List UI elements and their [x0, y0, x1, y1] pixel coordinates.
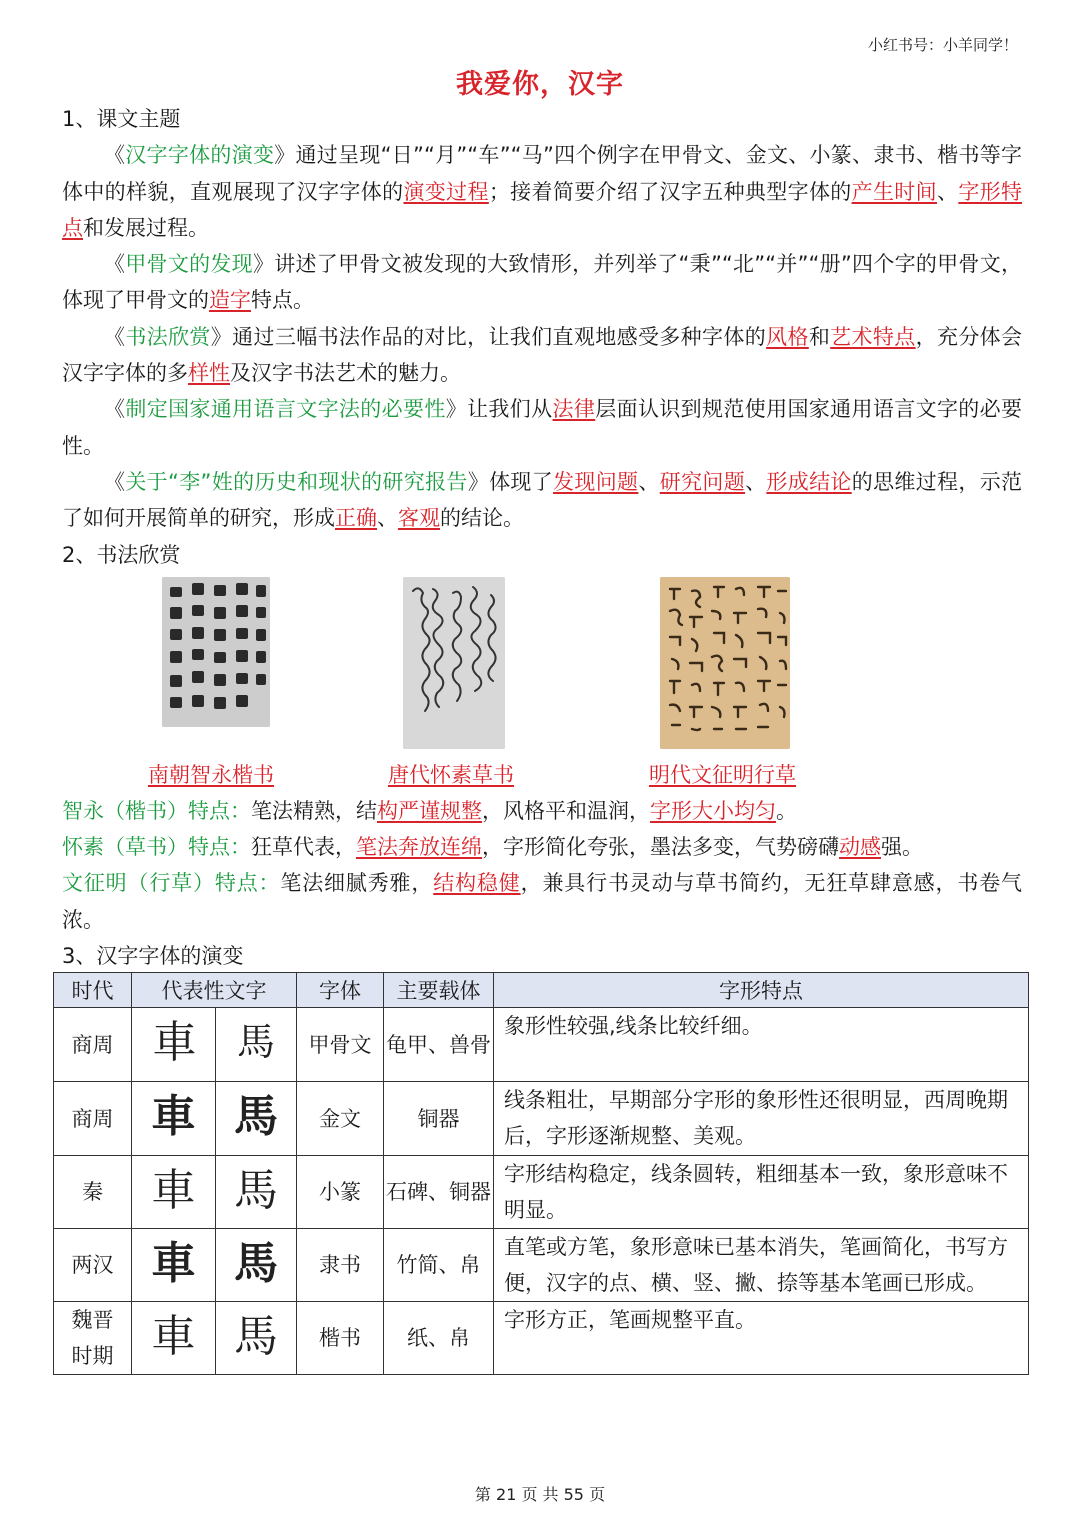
feature-cell: 象形性较强,线条比较纤细。 [494, 1008, 1029, 1082]
keyword: 形成结论 [766, 469, 852, 494]
calligraphy-image-wenzhengming [660, 577, 790, 749]
column-header: 代表性文字 [132, 973, 297, 1008]
section-heading-evolution: 3、汉字字体的演变 [62, 944, 244, 969]
page-number: 第 21 页 共 55 页 [474, 1485, 606, 1504]
era-cell: 两汉 [54, 1229, 132, 1302]
table-row [54, 1008, 1029, 1082]
era-cell: 商周 [54, 1082, 132, 1156]
calligraphy-image-zhiyong [162, 577, 270, 727]
glyph-ma: 馬 [216, 1082, 297, 1156]
glyph-ma: 馬 [216, 1302, 297, 1375]
document-body [62, 101, 1022, 974]
carrier-cell: 铜器 [384, 1082, 494, 1156]
keyword: 研究问题 [659, 469, 746, 494]
caption-huaisu: 唐代怀素草书 [388, 762, 514, 787]
glyph-ma: 馬 [216, 1008, 297, 1082]
carrier-cell: 竹简、帛 [384, 1229, 494, 1302]
paragraph-language-law: 《制定国家通用语言文字法的必要性》让我们从法律层面认识到规范使用国家通用语言文字的必要性。 [62, 397, 1023, 458]
keyword: 字形大小均匀 [650, 798, 776, 823]
keyword: 造字 [209, 288, 251, 313]
keyword: 法律 [552, 397, 596, 422]
script-cell: 金文 [297, 1082, 384, 1156]
script-cell: 楷书 [297, 1302, 384, 1375]
keyword: 构严谨规整 [377, 798, 482, 823]
keyword: 演变过程 [403, 179, 489, 204]
script-cell: 隶书 [297, 1229, 384, 1302]
column-header: 字体 [297, 973, 384, 1008]
paragraph-calligraphy: 《书法欣赏》通过三幅书法作品的对比，让我们直观地感受多种字体的风格和艺术特点，充分体会汉字字体的多样性及汉字书法艺术的魅力。 [62, 324, 1023, 386]
era-cell: 商周 [54, 1008, 132, 1082]
feature-label: 怀素（草书）特点： [62, 835, 251, 860]
glyph-che: 車 [132, 1229, 216, 1302]
carrier-cell: 纸、帛 [384, 1302, 494, 1375]
script-evolution-table [53, 972, 1029, 1375]
table-row [54, 1082, 1029, 1156]
keyword: 产生时间 [851, 179, 937, 204]
page-title: 我爱你，汉字 [456, 69, 624, 100]
glyph-che: 車 [132, 1008, 216, 1082]
section-heading-themes: 1、课文主题 [62, 107, 181, 131]
keyword: 字形特点 [62, 179, 1023, 240]
feature-wenzhengming: 文征明（行草）特点：笔法细腻秀雅，结构稳健，兼具行书灵动与草书简约，无狂草肆意感，书卷气浓。 [62, 871, 1023, 932]
glyph-che: 車 [132, 1302, 216, 1375]
feature-label: 智永（楷书）特点： [62, 798, 251, 823]
keyword: 发现问题 [553, 469, 639, 494]
keyword: 正确 [335, 506, 377, 531]
caption-wenzhengming: 明代文征明行草 [649, 762, 796, 787]
feature-cell: 字形方正，笔画规整平直。 [494, 1302, 1029, 1375]
paragraph-research-report: 《关于“李”姓的历史和现状的研究报告》体现了发现问题、研究问题、形成结论的思维过程，示范了如何开展简单的研究，形成正确、客观的结论。 [62, 469, 1023, 531]
glyph-ma: 馬 [216, 1156, 297, 1229]
author-note: 小红书号：小羊同学！ [867, 36, 1018, 54]
glyph-che: 車 [132, 1156, 216, 1229]
keyword: 结构稳健 [433, 871, 521, 896]
feature-cell: 字形结构稳定，线条圆转，粗细基本一致，象形意味不明显。 [494, 1156, 1029, 1229]
feature-cell: 直笔或方笔，象形意味已基本消失，笔画简化，书写方便，汉字的点、横、竖、撇、捺等基本笔画已形成。 [494, 1229, 1029, 1302]
column-header: 字形特点 [494, 973, 1029, 1008]
script-cell: 甲骨文 [297, 1008, 384, 1082]
lesson-title: 甲骨文的发现 [125, 252, 253, 277]
section-heading-calligraphy: 2、书法欣赏 [62, 542, 181, 567]
table-row [54, 1229, 1029, 1302]
lesson-title: 书法欣赏 [125, 324, 211, 349]
era-cell: 魏晋时期 [54, 1302, 132, 1375]
keyword: 艺术特点 [830, 324, 916, 349]
paragraph-evolution: 《汉字字体的演变》通过呈现“日”“月”“车”“马”四个例字在甲骨文、金文、小篆、隶书、楷书等字体中的样貌，直观展现了汉字字体的演变过程；接着简要介绍了汉字五种典型字体的产生时间、字形特点和发展过程。 [62, 143, 1023, 240]
era-cell: 秦 [54, 1156, 132, 1229]
column-header: 时代 [54, 973, 132, 1008]
lesson-title: 汉字字体的演变 [125, 143, 275, 168]
feature-cell: 线条粗壮，早期部分字形的象形性还很明显，西周晚期后，字形逐渐规整、美观。 [494, 1082, 1029, 1156]
keyword: 动感 [839, 835, 881, 860]
lesson-title: 制定国家通用语言文字法的必要性 [125, 397, 446, 422]
calligraphy-captions [62, 757, 1022, 793]
carrier-cell: 龟甲、兽骨 [384, 1008, 494, 1082]
calligraphy-gallery [62, 575, 1022, 757]
column-header: 主要载体 [384, 973, 494, 1008]
script-cell: 小篆 [297, 1156, 384, 1229]
keyword: 风格 [766, 324, 809, 349]
glyph-ma: 馬 [216, 1229, 297, 1302]
table-row [54, 1156, 1029, 1229]
feature-zhiyong: 智永（楷书）特点：笔法精熟，结构严谨规整，风格平和温润，字形大小均匀。 [62, 798, 797, 823]
lesson-title: 关于“李”姓的历史和现状的研究报告 [125, 469, 468, 494]
paragraph-oracle: 《甲骨文的发现》讲述了甲骨文被发现的大致情形，并列举了“秉”“北”“并”“册”四个字的甲骨文，体现了甲骨文的造字特点。 [62, 252, 1022, 313]
carrier-cell: 石碑、铜器 [384, 1156, 494, 1229]
calligraphy-image-huaisu [403, 577, 505, 749]
caption-zhiyong: 南朝智永楷书 [148, 762, 274, 787]
keyword: 客观 [398, 506, 440, 531]
table-row [54, 1302, 1029, 1375]
glyph-che: 車 [132, 1082, 216, 1156]
feature-label: 文征明（行草）特点： [62, 871, 281, 896]
keyword: 笔法奔放连绵 [356, 835, 482, 860]
keyword: 样性 [188, 361, 230, 386]
table-header-row [54, 973, 1029, 1008]
feature-huaisu: 怀素（草书）特点：狂草代表，笔法奔放连绵，字形简化夸张，墨法多变，气势磅礴动感强。 [62, 835, 923, 860]
